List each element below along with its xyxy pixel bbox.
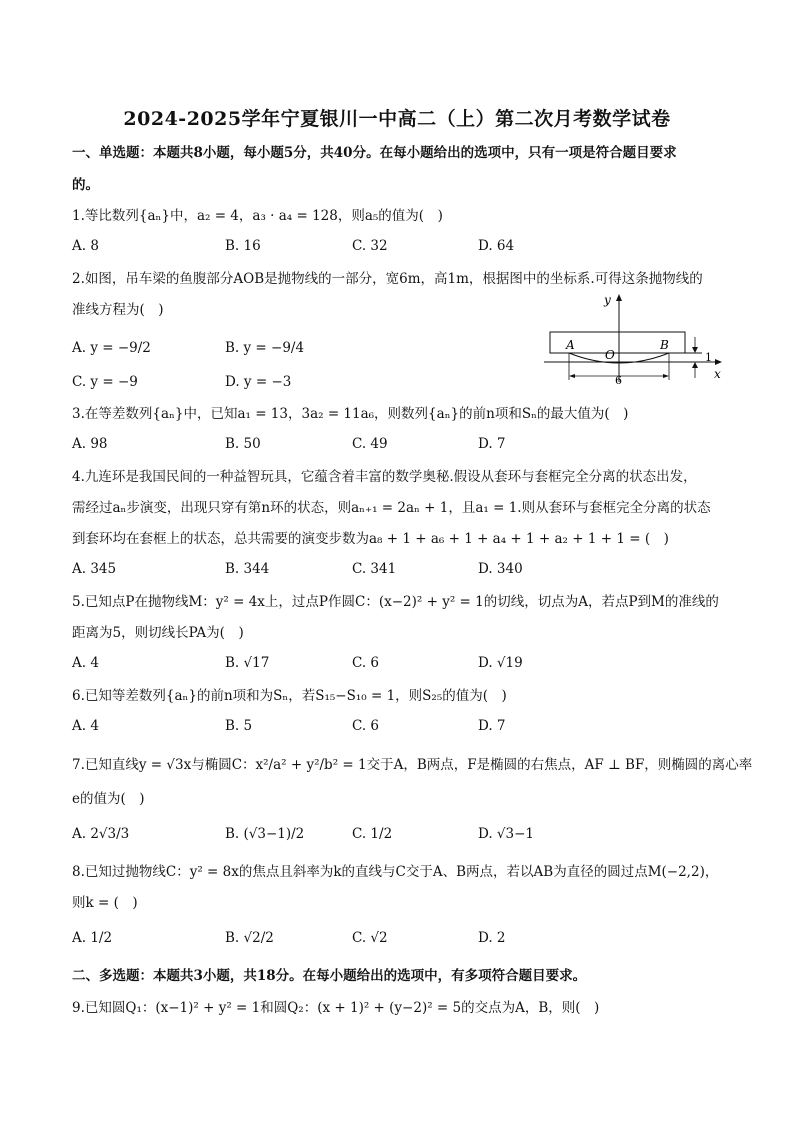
- q1-option-c[interactable]: C. 32: [352, 238, 388, 254]
- x-axis-label: x: [714, 367, 721, 381]
- q4-stem-cont2: 到套环均在套框上的状态，总共需要的演变步数为a₈ + 1 + a₆ + 1 + a₄ + 1 + a₂ + 1 + 1 = ( ): [72, 531, 669, 547]
- section1-heading-cont: 的。: [72, 177, 99, 193]
- q3-option-c[interactable]: C. 49: [352, 436, 388, 452]
- q8-option-b[interactable]: B. √2/2: [225, 930, 274, 946]
- q8-option-c[interactable]: C. √2: [352, 930, 388, 946]
- width-arrow-right: [663, 374, 669, 378]
- q1-option-d[interactable]: D. 64: [478, 238, 515, 254]
- q3-option-b[interactable]: B. 50: [225, 436, 261, 452]
- q6-stem: 6.已知等差数列{aₙ}的前n项和为Sₙ，若S₁₅−S₁₀ = 1，则S₂₅的值为( ): [72, 688, 507, 704]
- q4-option-a[interactable]: A. 345: [72, 561, 117, 577]
- q8-option-d[interactable]: D. 2: [478, 930, 506, 946]
- q8-option-a[interactable]: A. 1/2: [72, 930, 113, 946]
- q8-stem-cont: 则k = ( ): [72, 895, 138, 911]
- y-axis-label: y: [604, 293, 611, 307]
- q4-option-b[interactable]: B. 344: [225, 561, 270, 577]
- q4-option-c[interactable]: C. 341: [352, 561, 397, 577]
- q2-stem: 2.如图，吊车梁的鱼腹部分AOB是抛物线的一部分，宽6m，高1m，根据图中的坐标系.可得这条抛物线的: [72, 271, 703, 287]
- q5-stem: 5.已知点P在抛物线M：y² = 4x上，过点P作圆C：(x−2)² + y² = 1的切线，切点为A，若点P到M的准线的: [72, 594, 719, 610]
- q6-option-d[interactable]: D. 7: [478, 718, 506, 734]
- width-label: 6: [615, 374, 622, 386]
- q7-option-b[interactable]: B. (√3−1)/2: [225, 826, 305, 842]
- point-b-label: B: [660, 338, 669, 352]
- q1-option-b[interactable]: B. 16: [225, 238, 261, 254]
- q1-stem: 1.等比数列{aₙ}中，a₂ = 4，a₃ · a₄ = 128，则a₅的值为( ): [72, 208, 443, 224]
- q5-option-c[interactable]: C. 6: [352, 655, 380, 671]
- q7-stem: 7.已知直线y = √3x与椭圆C：x²/a² + y²/b² = 1交于A，B两点，F是椭圆的右焦点，AF ⊥ BF，则椭圆的离心率: [72, 757, 753, 773]
- origin-label: O: [605, 348, 615, 362]
- section1-heading: 一、单选题：本题共8小题，每小题5分，共40分。在每小题给出的选项中，只有一项是符合题目要求: [72, 145, 677, 161]
- q6-option-a[interactable]: A. 4: [72, 718, 99, 734]
- q6-option-c[interactable]: C. 6: [352, 718, 380, 734]
- q2-option-a[interactable]: A. y = −9/2: [72, 340, 151, 356]
- q4-stem: 4.九连环是我国民间的一种益智玩具，它蕴含着丰富的数学奥秘.假设从套环与套框完全分离的状态出发，: [72, 469, 697, 485]
- q5-option-a[interactable]: A. 4: [72, 655, 99, 671]
- q2-stem-cont: 准线方程为( ): [72, 302, 164, 318]
- q7-option-d[interactable]: D. √3−1: [478, 826, 535, 842]
- q3-option-a[interactable]: A. 98: [72, 436, 108, 452]
- crane-beam-figure: [542, 292, 728, 386]
- q7-option-a[interactable]: A. 2√3/3: [72, 826, 130, 842]
- height-arrow-bottom: [692, 362, 698, 368]
- q4-option-d[interactable]: D. 340: [478, 561, 523, 577]
- height-arrow-top: [692, 347, 698, 353]
- x-axis-arrow: [715, 359, 722, 365]
- q9-stem: 9.已知圆Q₁：(x−1)² + y² = 1和圆Q₂：(x + 1)² + (y−2)² = 5的交点为A，B，则( ): [72, 1000, 600, 1016]
- point-a-label: A: [566, 338, 575, 352]
- q3-stem: 3.在等差数列{aₙ}中，已知a₁ = 13，3a₂ = 11a₆，则数列{aₙ}的前n项和Sₙ的最大值为( ): [72, 406, 629, 422]
- q1-option-a[interactable]: A. 8: [72, 238, 99, 254]
- q2-option-d[interactable]: D. y = −3: [225, 374, 292, 390]
- q8-stem: 8.已知过抛物线C：y² = 8x的焦点且斜率为k的直线与C交于A、B两点，若以AB为直径的圆过点M(−2,2)，: [72, 864, 719, 880]
- q2-option-c[interactable]: C. y = −9: [72, 374, 138, 390]
- q4-stem-cont1: 需经过aₙ步演变，出现只穿有第n环的状态，则aₙ₊₁ = 2aₙ + 1，且a₁ = 1.则从套环与套框完全分离的状态: [72, 500, 711, 516]
- width-arrow-left: [569, 374, 575, 378]
- height-label: 1: [705, 351, 712, 364]
- q7-stem-cont: e的值为( ): [72, 791, 145, 807]
- q7-option-c[interactable]: C. 1/2: [352, 826, 393, 842]
- q5-option-d[interactable]: D. √19: [478, 655, 523, 671]
- q5-stem-cont: 距离为5，则切线长PA为( ): [72, 625, 244, 641]
- q5-option-b[interactable]: B. √17: [225, 655, 270, 671]
- y-axis-arrow: [616, 294, 622, 301]
- q6-option-b[interactable]: B. 5: [225, 718, 253, 734]
- q2-option-b[interactable]: B. y = −9/4: [225, 340, 305, 356]
- page-title: 2024-2025学年宁夏银川一中高二（上）第二次月考数学试卷: [123, 108, 671, 130]
- section2-heading: 二、多选题：本题共3小题，共18分。在每小题给出的选项中，有多项符合题目要求。: [72, 968, 587, 984]
- q3-option-d[interactable]: D. 7: [478, 436, 506, 452]
